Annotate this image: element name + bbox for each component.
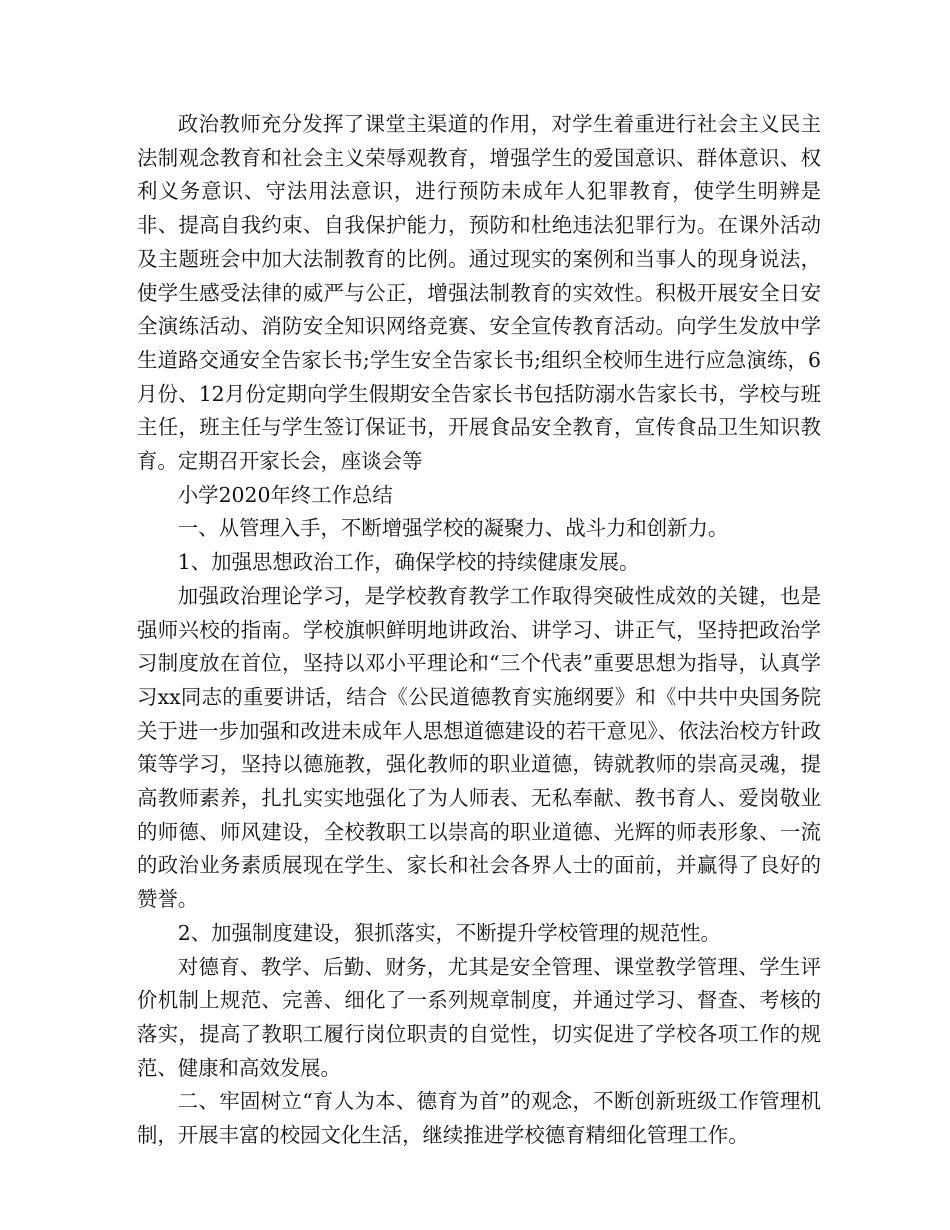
heading-political-work: 1、加强思想政治工作，确保学校的持续健康发展。 [177, 550, 640, 575]
section-title: 小学2020年终工作总结 [177, 482, 393, 507]
paragraph-legal-education: 政治教师充分发挥了课堂主渠道的作用，对学生着重进行社会主义民主法制观念教育和社会主义荣辱观教育，增强学生的爱国意识、群体意识、权利义务意识、守法用法意识，进行预防未成年人犯罪教育，使学生明辨是非、提高自我约束、自我保护能力，预防和杜绝违法犯罪行为。在课外活动及主题班会中加大法制教育的比例。通过现实的案例和当事人的现身说法，使学生感受法律的威严与公正，增强法制教育的实效性。积极开展安全日安全演练活动、消防安全知识网络竞赛、安全宣传教育活动。向学生发放中学生道路交通安全告家长书;学生安全告家长书;组织全校师生进行应急演练，6月份、12月份定期向学生假期安全告家长书包括防溺水告家长书，学校与班主任，班主任与学生签订保证书，开展食品安全教育，宣传食品卫生知识教育。定期召开家长会，座谈会等 [137, 112, 821, 474]
heading-management: 一、从管理入手，不断增强学校的凝聚力、战斗力和创新力。 [177, 516, 729, 541]
paragraph-rules: 对德育、教学、后勤、财务，尤其是安全管理、课堂教学管理、学生评价机制上规范、完善、细化了一系列规章制度，并通过学习、督查、考核的落实，提高了教职工履行岗位职责的自觉性，切实促进了学校各项工作的规范、健康和高效发展。 [137, 954, 821, 1080]
heading-system-building: 2、加强制度建设，狠抓落实，不断提升学校管理的规范性。 [177, 920, 721, 945]
paragraph-political-study: 加强政治理论学习，是学校教育教学工作取得突破性成效的关键，也是强师兴校的指南。学校旗帜鲜明地讲政治、讲学习、讲正气，坚持把政治学习制度放在首位，坚持以邓小平理论和“三个代表”重要思想为指导，认真学习xx同志的重要讲话，结合《公民道德教育实施纲要》和《中共中央国务院关于进一步加强和改进未成年人思想道德建设的若干意见》、依法治校方针政策等学习，坚持以德施教，强化教师的职业道德，铸就教师的崇高灵魂，提高教师素养，扎扎实实地强化了为人师表、无私奉献、教书育人、爱岗敬业的师德、师风建设，全校教职工以崇高的职业道德、光辉的师表形象、一流的政治业务素质展现在学生、家长和社会各界人士的面前，并赢得了良好的赞誉。 [137, 583, 821, 912]
document-body [137, 108, 821, 1153]
heading-moral-education: 二、牢固树立“育人为本、德育为首”的观念，不断创新班级工作管理机制，开展丰富的校园文化生活，继续推进学校德育精细化管理工作。 [137, 1089, 821, 1148]
